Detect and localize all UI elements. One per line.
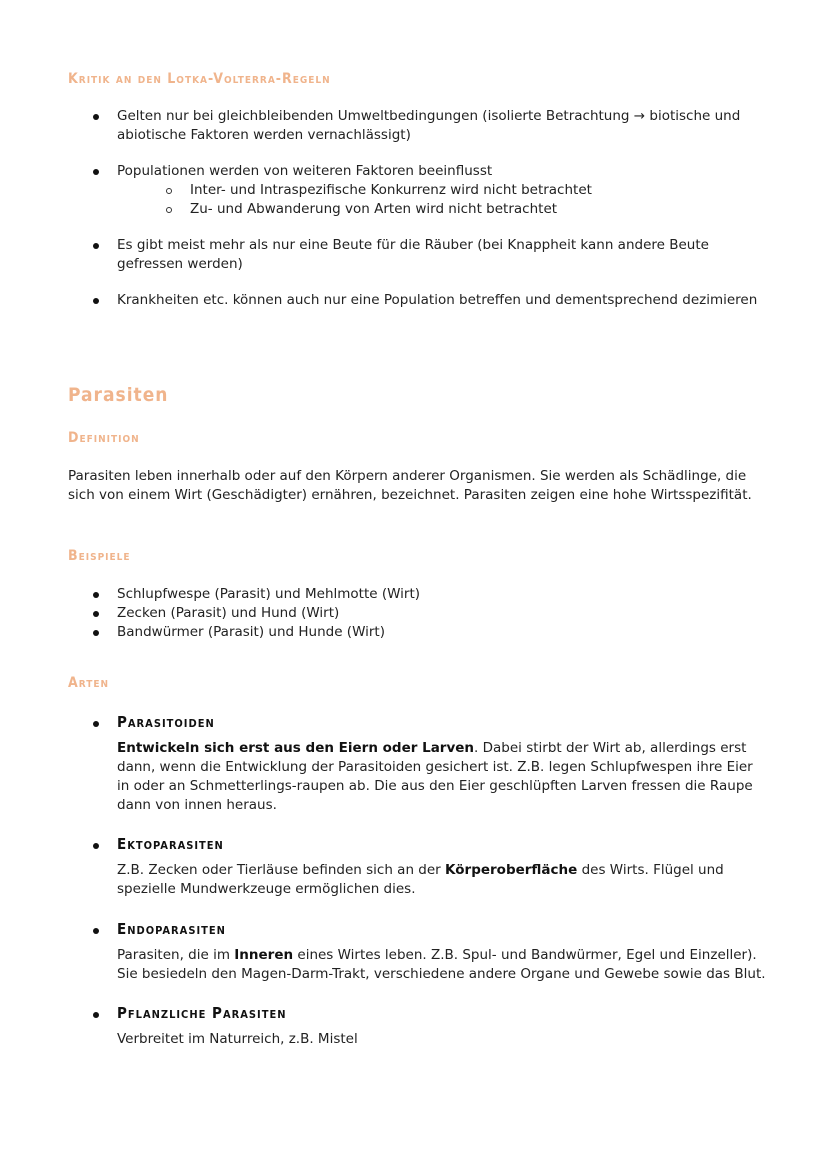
beispiele-heading: Beispiele <box>68 548 131 564</box>
sub-bullet-icon <box>166 188 172 194</box>
parasitoiden-rest: . Dabei stirbt der Wirt ab, allerdings erst dann, wenn die Entwicklung der Parasitoiden gesichert ist. Z.B. legen Schlupfwespen ihre Eier in oder an Schmetterlings-raupen ab. Die aus den Eier geschlüpften Larven fressen die Raupe dann von innen heraus. <box>117 740 753 813</box>
bullet-icon <box>93 630 99 636</box>
ektoparasiten-text <box>117 861 767 899</box>
kritik-heading: Kritik an den Lotka-Volterra-Regeln <box>68 71 331 87</box>
sub-bullet-icon <box>166 207 172 213</box>
bullet-icon <box>93 843 99 849</box>
bullet-icon <box>93 611 99 617</box>
endoparasiten-pre: Parasiten, die im <box>117 947 235 963</box>
kritik-item-3: Es gibt meist mehr als nur eine Beute für die Räuber (bei Knappheit kann andere Beute gefressen werden) <box>117 237 709 272</box>
bullet-icon <box>93 243 99 249</box>
parasitoiden-bold: Entwickeln sich erst aus den Eiern oder Larven <box>117 740 475 756</box>
beispiel-item-3: Bandwürmer (Parasit) und Hunde (Wirt) <box>117 624 385 640</box>
bullet-icon <box>93 592 99 598</box>
parasitoiden-heading: Parasitoiden <box>117 713 215 731</box>
kritik-item-4: Krankheiten etc. können auch nur eine Population betreffen und dementsprechend dezimieren <box>117 292 758 308</box>
kritik-item-2: Populationen werden von weiteren Faktoren beeinflusst <box>117 163 493 179</box>
bullet-icon <box>93 169 99 175</box>
arten-heading: Arten <box>68 675 110 691</box>
parasitoiden-text <box>117 739 767 815</box>
parasiten-title: Parasiten <box>68 384 169 406</box>
definition-text: Parasiten leben innerhalb oder auf den Körpern anderer Organismen. Sie werden als Schädlinge, die sich von einem Wirt (Geschädigter) ernähren, bezeichnet. Parasiten zeigen eine hohe Wirtsspezifität. <box>68 468 752 503</box>
kritik-subitem-2: Zu- und Abwanderung von Arten wird nicht betrachtet <box>190 201 558 217</box>
bullet-icon <box>93 928 99 934</box>
bullet-icon <box>93 1012 99 1018</box>
bullet-icon <box>93 298 99 304</box>
bullet-icon <box>93 721 99 727</box>
endoparasiten-bold: Inneren <box>234 947 294 963</box>
ektoparasiten-pre: Z.B. Zecken oder Tierläuse befinden sich an der <box>117 862 446 878</box>
endoparasiten-text <box>117 946 767 984</box>
ektoparasiten-heading: Ektoparasiten <box>117 835 224 853</box>
bullet-icon <box>93 114 99 120</box>
pflanzliche-parasiten-text: Verbreitet im Naturreich, z.B. Mistel <box>117 1031 358 1047</box>
definition-heading: Definition <box>68 430 140 446</box>
ektoparasiten-bold: Körperoberfläche <box>445 862 578 878</box>
kritik-subitem-1: Inter- und Intraspezifische Konkurrenz wird nicht betrachtet <box>190 182 592 198</box>
endoparasiten-post: eines Wirtes leben. Z.B. Spul- und Bandwürmer, Egel und Einzeller). Sie besiedeln den Magen-Darm-Trakt, verschiedene andere Organe und Gewebe sowie das Blut. <box>117 947 766 982</box>
kritik-item-1: Gelten nur bei gleichbleibenden Umweltbedingungen (isolierte Betrachtung → biotische und abiotische Faktoren werden vernachlässigt) <box>117 108 741 143</box>
beispiel-item-1: Schlupfwespe (Parasit) und Mehlmotte (Wirt) <box>117 586 421 602</box>
ektoparasiten-post: des Wirts. Flügel und spezielle Mundwerkzeuge ermöglichen dies. <box>117 862 724 897</box>
beispiel-item-2: Zecken (Parasit) und Hund (Wirt) <box>117 605 340 621</box>
endoparasiten-heading: Endoparasiten <box>117 920 226 938</box>
pflanzliche-parasiten-heading: Pflanzliche Parasiten <box>117 1004 287 1022</box>
